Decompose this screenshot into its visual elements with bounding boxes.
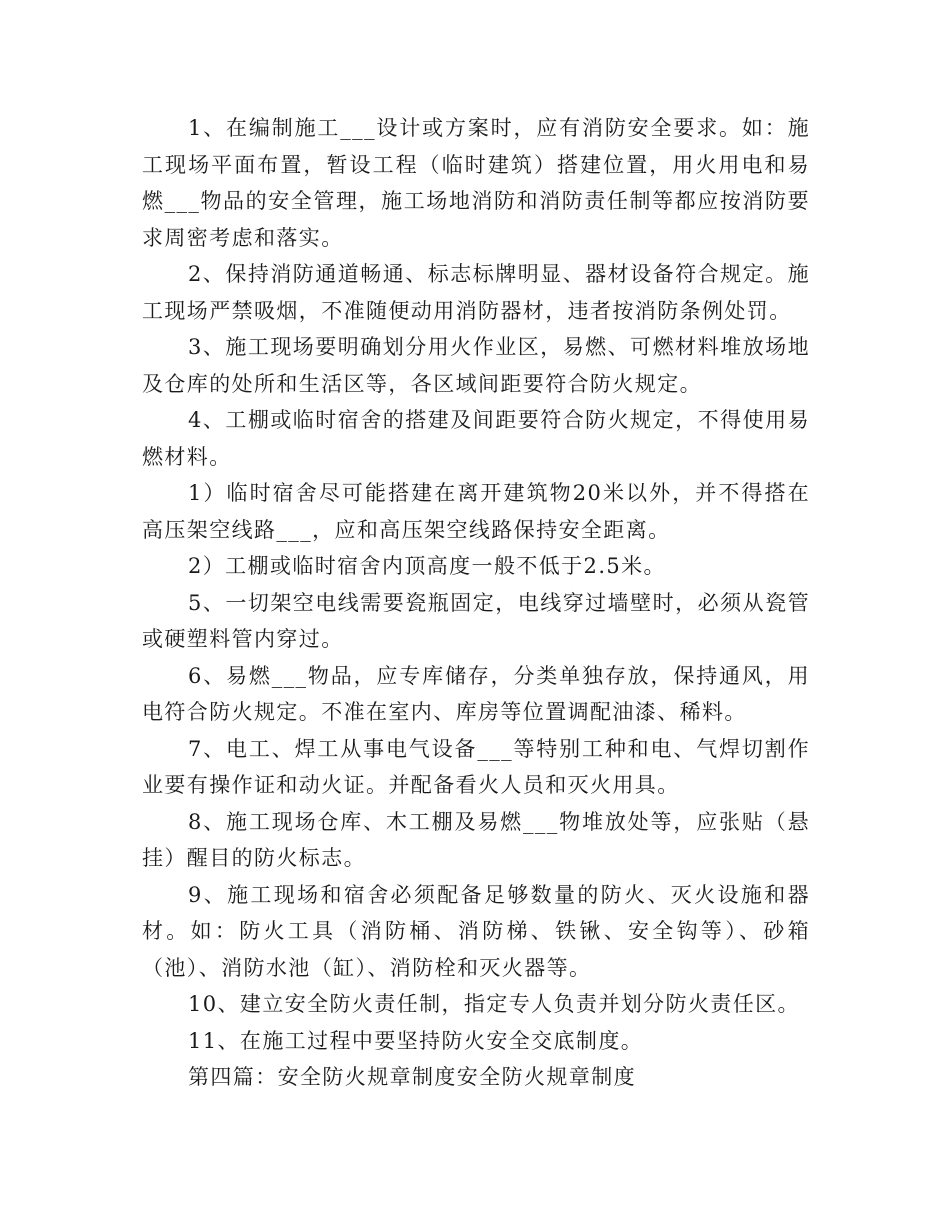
paragraph-item-2: 2、保持消防通道畅通、标志标牌明显、器材设备符合规定。施工现场严禁吸烟，不准随便动用消防器材，违者按消防条例处罚。 — [142, 262, 810, 323]
paragraph-subitem-4-1: 1）临时宿舍尽可能搭建在离开建筑物20米以外，并不得搭在高压架空线路___，应和高压架空线路保持安全距离。 — [142, 481, 810, 542]
paragraph-item-5: 5、一切架空电线需要瓷瓶固定，电线穿过墙壁时，必须从瓷管或硬塑料管内穿过。 — [142, 590, 810, 651]
paragraph-item-1: 1、在编制施工___设计或方案时，应有消防安全要求。如：施工现场平面布置，暂设工程（临时建筑）搭建位置，用火用电和易燃___物品的安全管理，施工场地消防和消防责任制等都应按消防要求周密考虑和落实。 — [142, 116, 810, 250]
paragraph-item-11: 11、在施工过程中要坚持防火安全交底制度。 — [188, 1028, 644, 1053]
paragraph-item-4: 4、工棚或临时宿舍的搭建及间距要符合防火规定，不得使用易燃材料。 — [142, 408, 810, 469]
paragraph-item-9: 9、施工现场和宿舍必须配备足够数量的防火、灭火设施和器材。如：防火工具（消防桶、消防梯、铁锹、安全钩等）、砂箱（池）、消防水池（缸）、消防栓和灭火器等。 — [142, 882, 810, 980]
paragraph-item-7: 7、电工、焊工从事电气设备___等特别工种和电、气焊切割作业要有操作证和动火证。并配备看火人员和灭火用具。 — [142, 736, 810, 797]
paragraph-item-3: 3、施工现场要明确划分用火作业区，易燃、可燃材料堆放场地及仓库的处所和生活区等，各区域间距要符合防火规定。 — [142, 335, 810, 396]
paragraph-item-6: 6、易燃___物品，应专库储存，分类单独存放，保持通风，用电符合防火规定。不准在室内、库房等位置调配油漆、稀料。 — [142, 663, 810, 724]
document-body — [142, 110, 810, 1096]
paragraph-item-10: 10、建立安全防火责任制，指定专人负责并划分防火责任区。 — [188, 992, 800, 1016]
paragraph-item-8: 8、施工现场仓库、木工棚及易燃___物堆放处等，应张贴（悬挂）醒目的防火标志。 — [142, 809, 810, 870]
paragraph-subitem-4-2: 2）工棚或临时宿舍内顶高度一般不低于2.5米。 — [188, 554, 666, 578]
section-heading: 第四篇：安全防火规章制度安全防火规章制度 — [188, 1065, 636, 1089]
